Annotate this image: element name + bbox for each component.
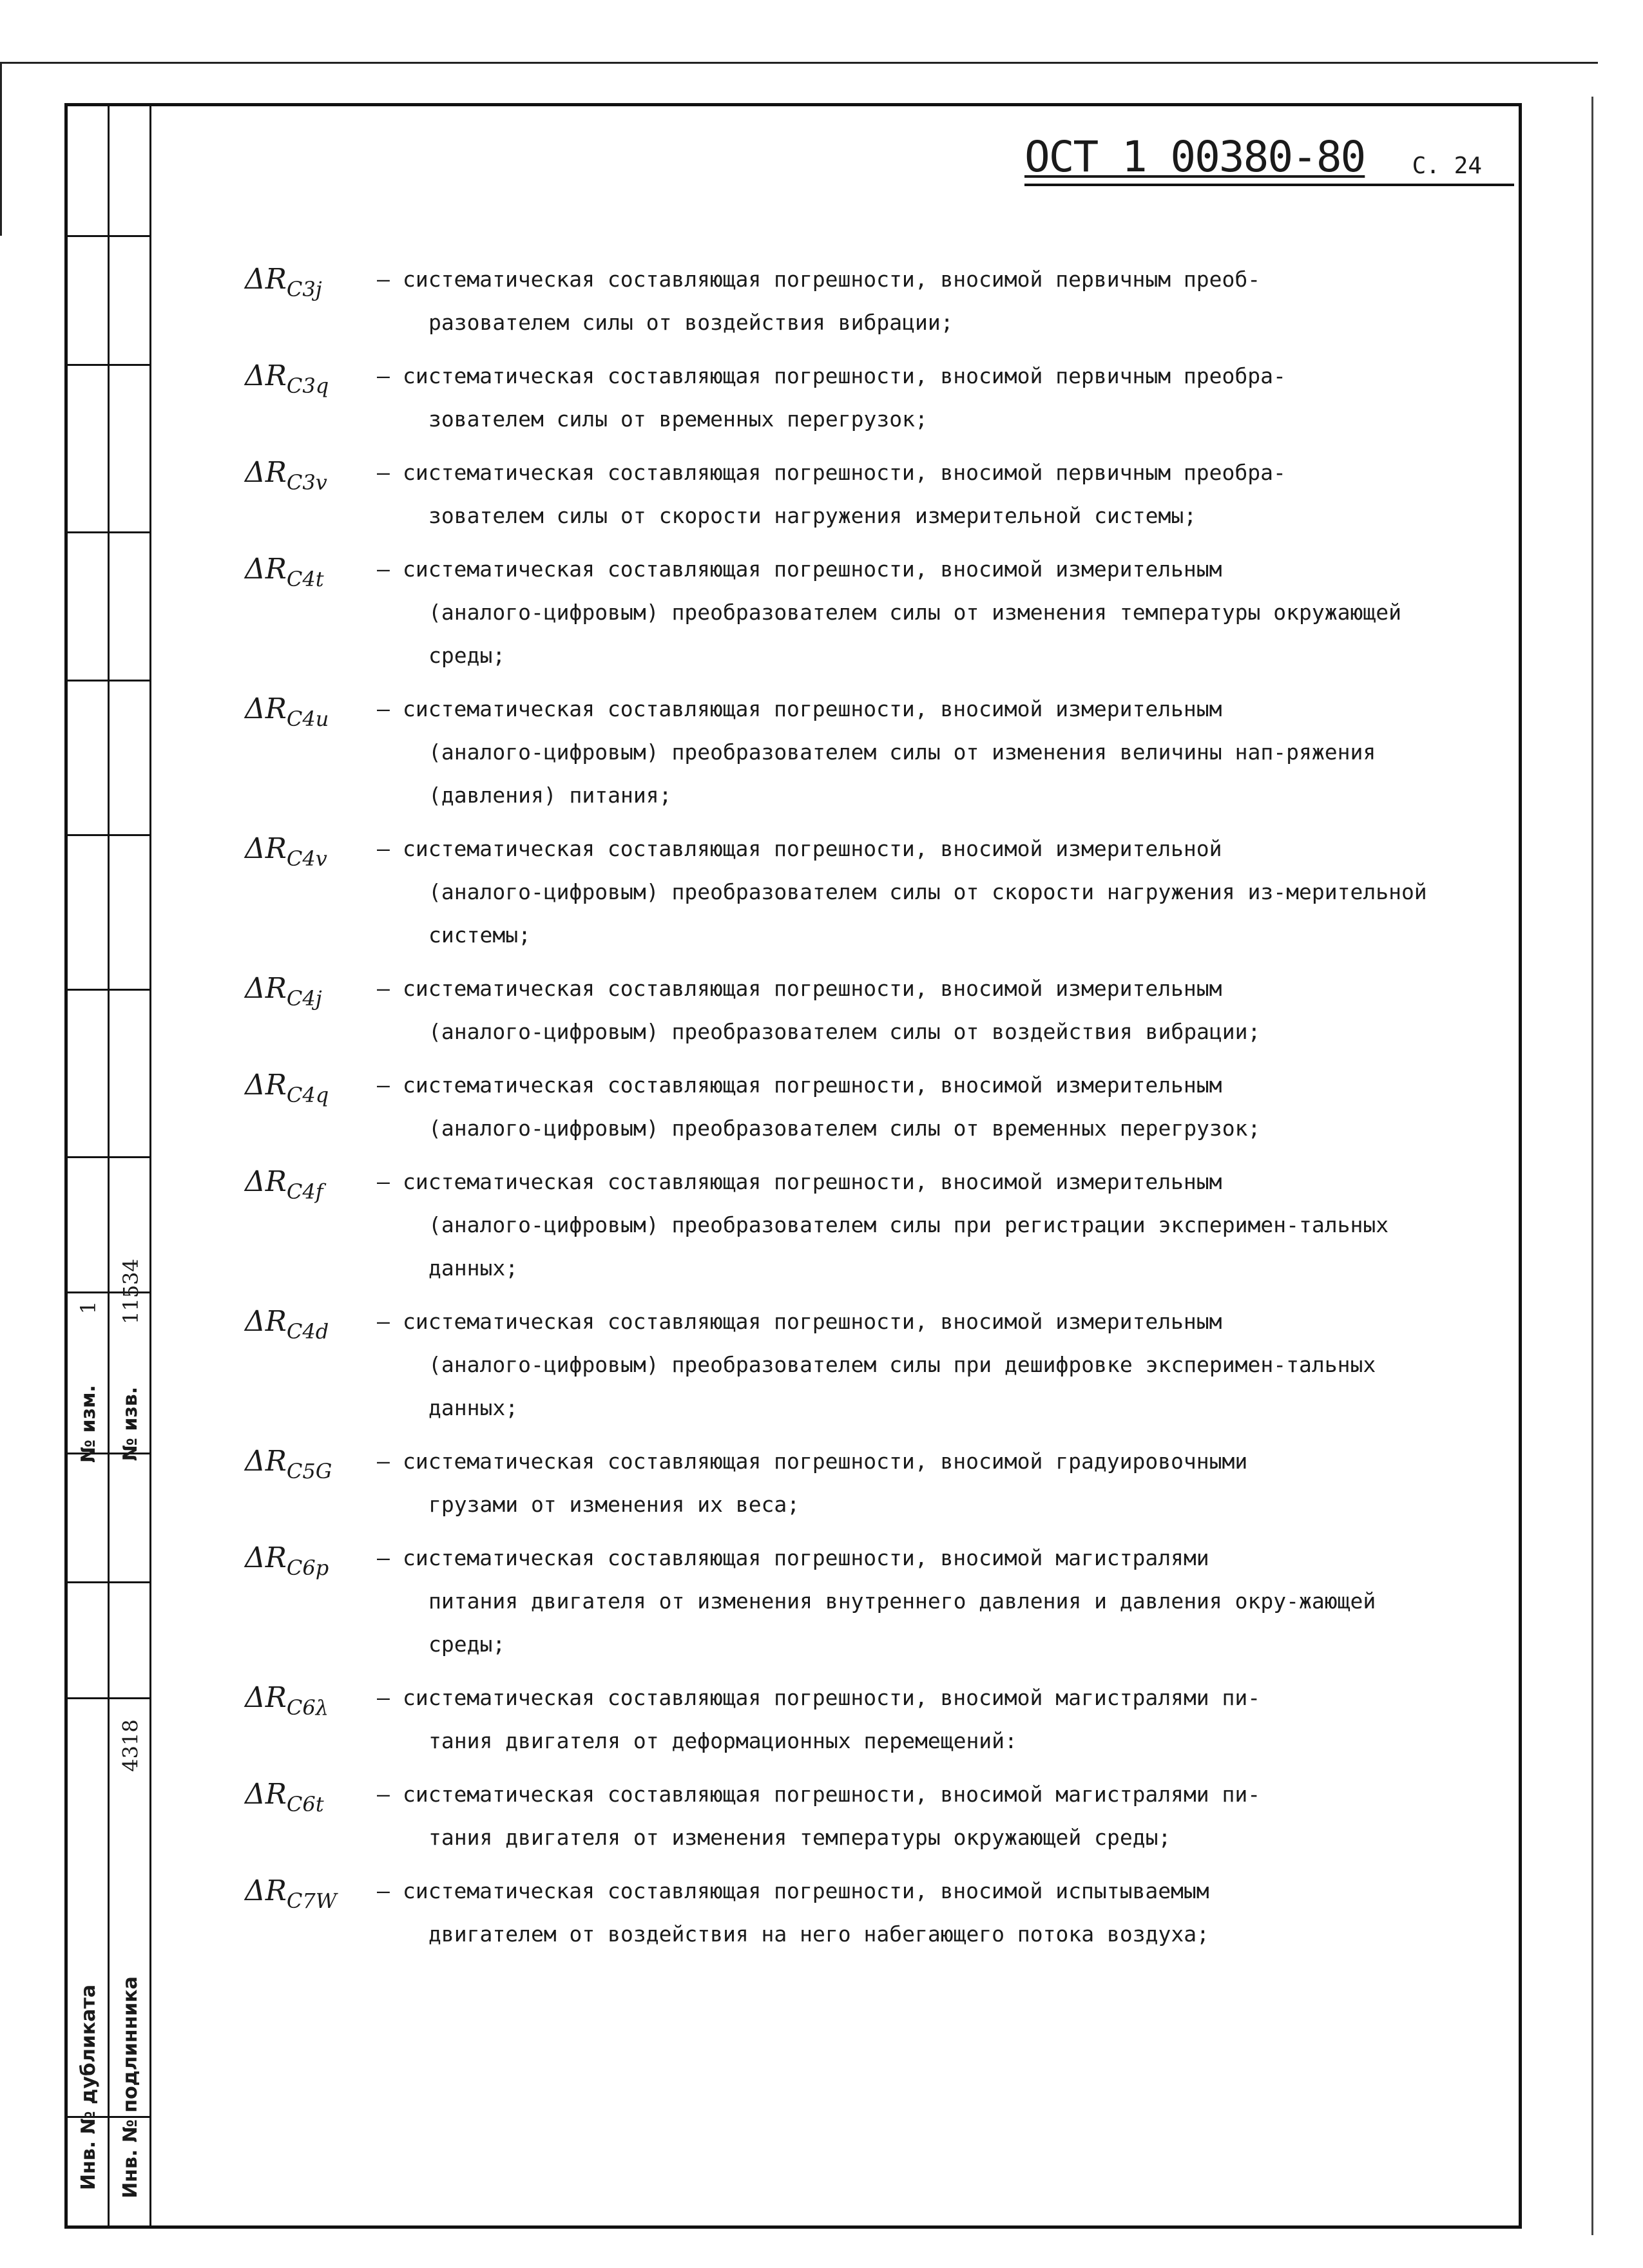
document-header: [1024, 132, 1514, 186]
definition-text: [403, 827, 1443, 957]
symbol-base: R: [265, 1681, 287, 1714]
notice-no-label: № изв.: [119, 1386, 142, 1461]
delta-symbol: Δ: [245, 456, 265, 489]
definition-text: [403, 1440, 1443, 1526]
symbol-subscript: C4v: [286, 846, 327, 871]
definition-dash: –: [377, 1545, 390, 1570]
definition-first-line: систематическая составляющая погрешности, вносимой измерительным: [403, 696, 1222, 721]
symbol-base: R: [265, 1305, 287, 1338]
definition-dash: –: [377, 976, 390, 1001]
symbol-subscript: C4q: [286, 1083, 329, 1107]
definition-continuation: разователем силы от воздействия вибрации;: [428, 310, 954, 335]
symbol-base: R: [265, 553, 287, 586]
delta-symbol: Δ: [245, 832, 265, 865]
change-no-label: № изм.: [77, 1384, 101, 1463]
definition-first-line: систематическая составляющая погрешности, вносимой первичным преобра-: [403, 460, 1286, 485]
delta-symbol: Δ: [245, 1445, 265, 1478]
definition-first-line: систематическая составляющая погрешности, вносимой измерительным: [403, 1072, 1222, 1098]
symbol-base: R: [265, 456, 287, 489]
definition-entry: [245, 1536, 1443, 1666]
definition-entry: [245, 1773, 1443, 1859]
definition-text: [403, 354, 1443, 441]
margin-rule: [68, 989, 151, 991]
scan-edge-left: [0, 62, 2, 236]
scan-edge-top: [0, 62, 1598, 64]
definition-text: [403, 258, 1443, 344]
definition-continuation: зователем силы от временных перегрузок;: [428, 406, 928, 432]
symbol-subscript: C3v: [286, 470, 327, 495]
symbol-subscript: C4d: [286, 1319, 329, 1344]
definition-first-line: систематическая составляющая погрешности, вносимой магистралями пи-: [403, 1782, 1261, 1807]
symbol-base: R: [265, 1069, 287, 1101]
margin-rule: [68, 1581, 151, 1583]
definition-dash: –: [377, 1878, 390, 1903]
definition-first-line: систематическая составляющая погрешности, вносимой измерительной: [403, 836, 1222, 861]
definition-first-line: систематическая составляющая погрешности, вносимой измерительным: [403, 1169, 1222, 1194]
definition-dash: –: [377, 1072, 390, 1098]
margin-rule: [68, 834, 151, 836]
symbol-subscript: C7W: [286, 1889, 337, 1913]
definition-entry: [245, 1160, 1443, 1290]
definition-entry: [245, 354, 1443, 441]
definition-dash: –: [377, 363, 390, 388]
definition-continuation: (аналого-цифровым) преобразователем силы при дешифровке эксперимен-тальных данных;: [428, 1352, 1376, 1420]
definition-text: [403, 1676, 1443, 1762]
definition-first-line: систематическая составляющая погрешности, вносимой магистралями пи-: [403, 1685, 1261, 1710]
delta-symbol: Δ: [245, 263, 265, 296]
definition-first-line: систематическая составляющая погрешности, вносимой магистралями: [403, 1545, 1209, 1570]
standard-code: ОСТ 1 00380-80: [1024, 132, 1365, 182]
definition-entry: [245, 451, 1443, 537]
definition-dash: –: [377, 1782, 390, 1807]
definition-text: [403, 1536, 1443, 1666]
margin-rule: [68, 680, 151, 681]
definition-dash: –: [377, 836, 390, 861]
definition-text: [403, 1063, 1443, 1150]
definition-continuation: (аналого-цифровым) преобразователем силы от изменения температуры окружающей среды;: [428, 600, 1401, 668]
delta-symbol: Δ: [245, 1069, 265, 1101]
symbol-subscript: C6t: [286, 1792, 324, 1816]
definition-dash: –: [377, 1169, 390, 1194]
notice-no-value: 11534: [118, 1259, 143, 1324]
definition-first-line: систематическая составляющая погрешности, вносимой измерительным: [403, 1309, 1222, 1334]
definition-continuation: (аналого-цифровым) преобразователем силы от скорости нагружения из-мерительной системы;: [428, 879, 1427, 948]
duplicate-inv-label: Инв. № дубликата: [77, 1984, 101, 2190]
definition-text: [403, 967, 1443, 1053]
definition-entry: [245, 827, 1443, 957]
symbol-subscript: C4j: [286, 986, 322, 1011]
change-no-value: 1: [76, 1301, 101, 1315]
symbol-base: R: [265, 1541, 287, 1574]
symbol-base: R: [265, 263, 287, 296]
definition-entry: [245, 1676, 1443, 1762]
definition-entry: [245, 258, 1443, 344]
symbol-subscript: C3q: [286, 374, 329, 398]
delta-symbol: Δ: [245, 359, 265, 392]
definition-continuation: (аналого-цифровым) преобразователем силы от изменения величины нап-ряжения (давления) питания;: [428, 739, 1376, 808]
original-inv-label: Инв. № подлинника: [119, 1976, 142, 2198]
definition-text: [403, 1773, 1443, 1859]
definition-continuation: питания двигателя от изменения внутреннего давления и давления окру-жающей среды;: [428, 1588, 1376, 1657]
symbol-subscript: C4t: [286, 567, 324, 591]
symbol-base: R: [265, 832, 287, 865]
symbol-base: R: [265, 1874, 287, 1907]
definition-entry: [245, 1063, 1443, 1150]
definition-text: [403, 548, 1443, 677]
definition-continuation: тания двигателя от деформационных перемещений:: [428, 1728, 1017, 1753]
definition-text: [403, 687, 1443, 817]
definition-first-line: систематическая составляющая погрешности, вносимой измерительным: [403, 557, 1222, 582]
delta-symbol: Δ: [245, 1874, 265, 1907]
definition-dash: –: [377, 1309, 390, 1334]
definition-continuation: двигателем от воздействия на него набегающего потока воздуха;: [428, 1921, 1209, 1947]
scan-edge-right: [1591, 97, 1593, 2235]
definition-entry: [245, 1440, 1443, 1526]
definition-entry: [245, 548, 1443, 677]
definition-continuation: (аналого-цифровым) преобразователем силы от временных перегрузок;: [428, 1116, 1261, 1141]
definition-entry: [245, 1869, 1443, 1956]
definition-entry: [245, 967, 1443, 1053]
margin-rule: [68, 364, 151, 366]
definition-dash: –: [377, 696, 390, 721]
margin-rule: [68, 235, 151, 237]
symbol-base: R: [265, 692, 287, 725]
symbol-subscript: C6p: [286, 1556, 329, 1580]
delta-symbol: Δ: [245, 1165, 265, 1198]
delta-symbol: Δ: [245, 692, 265, 725]
definition-dash: –: [377, 1449, 390, 1474]
definition-first-line: систематическая составляющая погрешности, вносимой градуировочными: [403, 1449, 1248, 1474]
definitions-list: [245, 258, 1443, 1966]
symbol-subscript: C6λ: [286, 1695, 329, 1720]
definition-continuation: зователем силы от скорости нагружения измерительной системы;: [428, 503, 1197, 528]
symbol-subscript: C4f: [286, 1179, 323, 1204]
symbol-subscript: C4u: [286, 707, 329, 731]
definition-continuation: (аналого-цифровым) преобразователем силы от воздействия вибрации;: [428, 1019, 1261, 1044]
delta-symbol: Δ: [245, 1305, 265, 1338]
definition-dash: –: [377, 1685, 390, 1710]
symbol-base: R: [265, 1165, 287, 1198]
delta-symbol: Δ: [245, 553, 265, 586]
symbol-base: R: [265, 359, 287, 392]
definition-text: [403, 1869, 1443, 1956]
definition-continuation: грузами от изменения их веса;: [428, 1492, 800, 1517]
definition-entry: [245, 687, 1443, 817]
definition-text: [403, 451, 1443, 537]
definition-first-line: систематическая составляющая погрешности, вносимой испытываемым: [403, 1878, 1209, 1903]
page-number: С. 24: [1412, 153, 1482, 179]
definition-entry: [245, 1300, 1443, 1429]
definition-text: [403, 1160, 1443, 1290]
definition-first-line: систематическая составляющая погрешности, вносимой первичным преоб-: [403, 267, 1261, 292]
definition-dash: –: [377, 557, 390, 582]
definition-first-line: систематическая составляющая погрешности, вносимой первичным преобра-: [403, 363, 1286, 388]
definition-dash: –: [377, 460, 390, 485]
margin-rule: [68, 531, 151, 533]
definition-continuation: тания двигателя от изменения температуры окружающей среды;: [428, 1825, 1171, 1850]
margin-column-right: [110, 106, 151, 2225]
definition-continuation: (аналого-цифровым) преобразователем силы при регистрации эксперимен-тальных данных;: [428, 1212, 1389, 1281]
symbol-subscript: C3j: [286, 277, 322, 301]
delta-symbol: Δ: [245, 1681, 265, 1714]
definition-text: [403, 1300, 1443, 1429]
symbol-base: R: [265, 1778, 287, 1811]
delta-symbol: Δ: [245, 1541, 265, 1574]
original-inv-value: 4318: [118, 1719, 143, 1772]
margin-column-left: [68, 106, 110, 2225]
symbol-base: R: [265, 972, 287, 1005]
margin-rule: [68, 1156, 151, 1158]
delta-symbol: Δ: [245, 972, 265, 1005]
definition-first-line: систематическая составляющая погрешности, вносимой измерительным: [403, 976, 1222, 1001]
symbol-subscript: C5G: [286, 1459, 332, 1483]
delta-symbol: Δ: [245, 1778, 265, 1811]
symbol-base: R: [265, 1445, 287, 1478]
definition-dash: –: [377, 267, 390, 292]
